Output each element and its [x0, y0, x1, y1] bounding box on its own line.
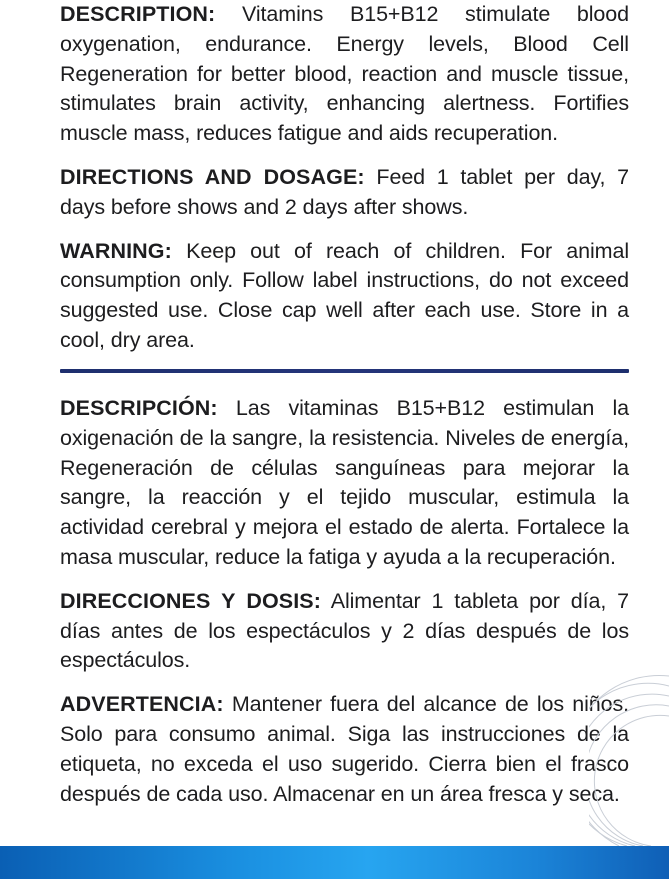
spanish-section [60, 394, 629, 809]
descripcion-text: Las vitaminas B15+B12 estimulan la oxigenación de la sangre, la resistencia. Niveles de energía, Regeneración de células sanguíneas para mejorar la sangre, la reacción y el tejido muscular, estimula la actividad cerebral y mejora el estado de alerta. Fortalece la masa muscular, reduce la fatiga y ayuda a la recuperación. [60, 396, 629, 569]
warning-text: Keep out of reach of children. For animal consumption only. Follow label instructions, do not exceed suggested use. Close cap well after each use. Store in a cool, dry area. [60, 238, 629, 352]
directions-heading: DIRECTIONS AND DOSAGE: [60, 164, 365, 189]
description-heading: DESCRIPTION: [60, 2, 216, 26]
warning-paragraph [60, 237, 629, 356]
description-text: Vitamins B15+B12 stimulate blood oxygenation, endurance. Energy levels, Blood Cell Regeneration for better blood, reaction and muscle tissue, stimulates brain activity, enhancing alertness. Fortifies muscle mass, reduces fatigue and aids recuperation. [60, 2, 629, 146]
direcciones-paragraph [60, 587, 629, 676]
advertencia-heading: ADVERTENCIA: [60, 692, 224, 717]
advertencia-text: Mantener fuera del alcance de los niños. Solo para consumo animal. Siga las instrucciones de la etiqueta, no exceda el uso sugerido. Cierra bien el frasco después de cada uso. Almacenar en un área fresca y seca. [60, 692, 629, 806]
descripcion-paragraph [60, 394, 629, 573]
bottom-color-band [0, 846, 669, 879]
descripcion-heading: DESCRIPCIÓN: [60, 396, 218, 420]
direcciones-heading: DIRECCIONES Y DOSIS: [60, 588, 321, 613]
english-section [60, 0, 629, 356]
directions-paragraph [60, 163, 629, 223]
decorative-arcs-icon [589, 666, 669, 846]
advertencia-paragraph [60, 690, 629, 809]
directions-text: Feed 1 tablet per day, 7 days before shows and 2 days after shows. [60, 164, 629, 219]
section-divider [60, 369, 629, 373]
warning-heading: WARNING: [60, 238, 172, 263]
description-paragraph [60, 0, 629, 149]
direcciones-text: Alimentar 1 tableta por día, 7 días antes de los espectáculos y 2 días después de los espectáculos. [60, 588, 629, 673]
